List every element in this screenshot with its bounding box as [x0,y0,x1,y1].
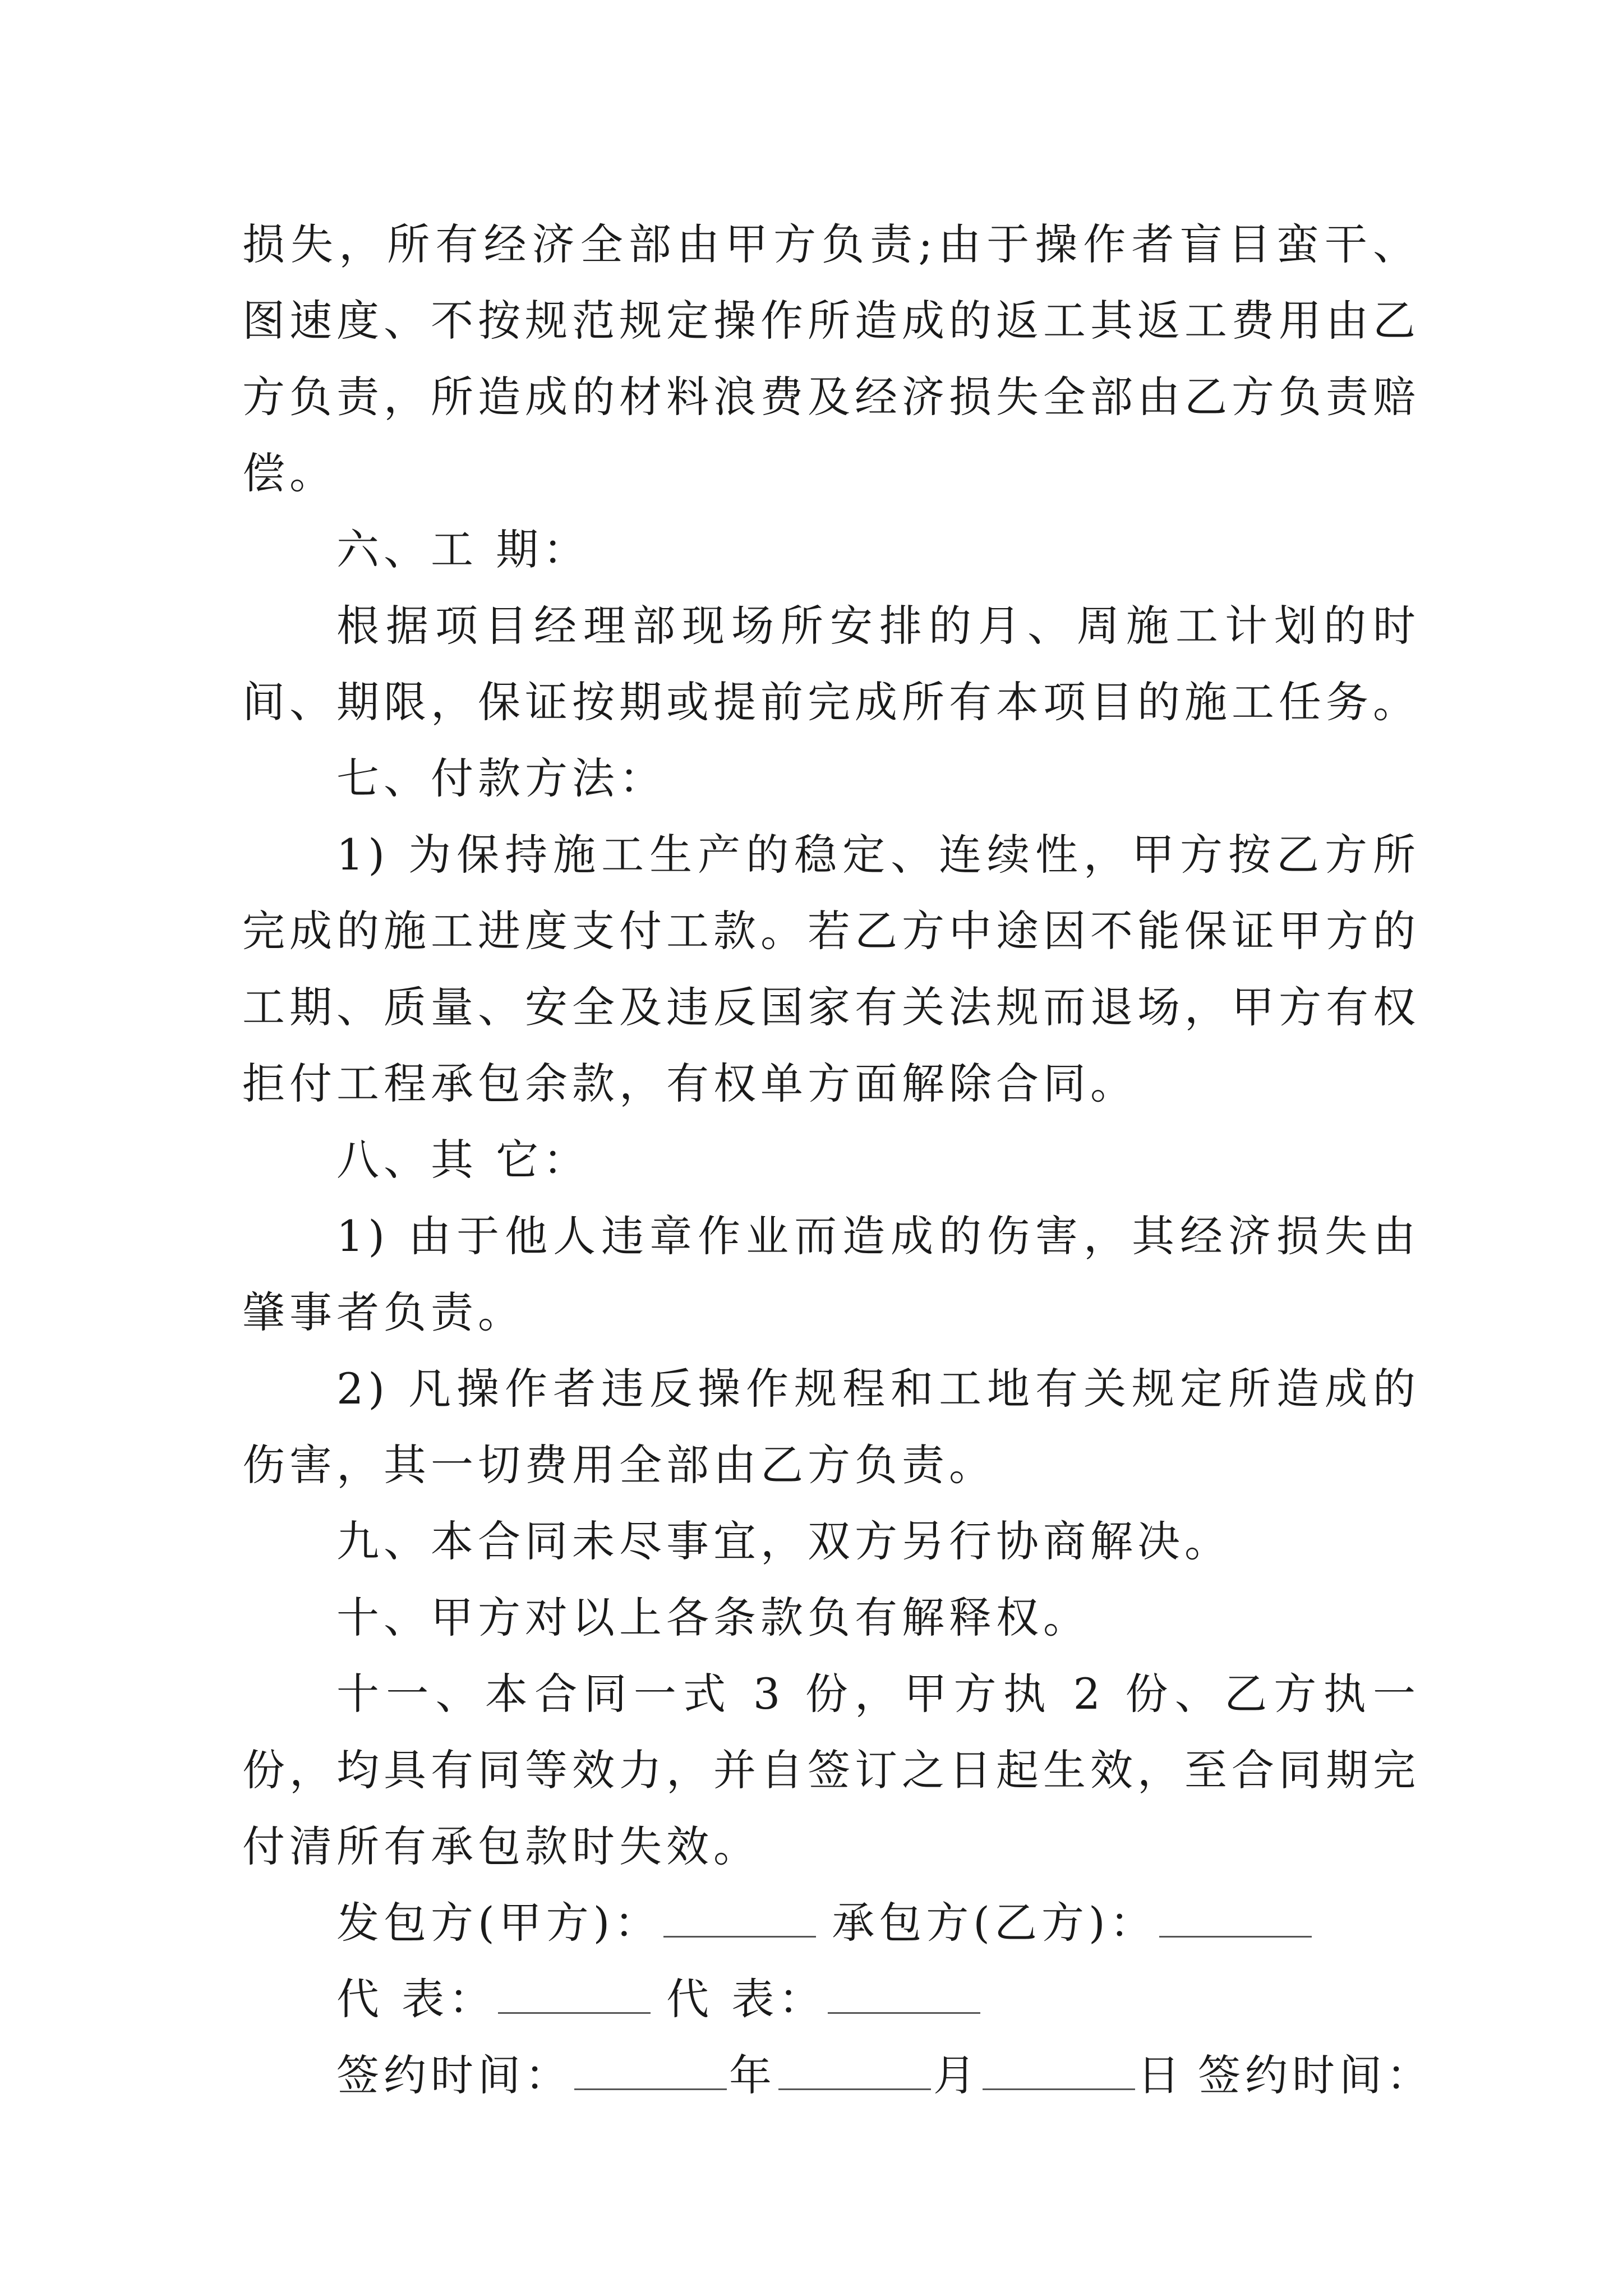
rep-a-label: 代 表： [336,1974,496,2024]
rep-b-label: 代 表： [666,1974,826,2024]
rep-a-blank [498,1978,651,2014]
contract-body [242,206,1433,2114]
month-blank [778,2055,931,2090]
party-a-blank [663,1902,816,1938]
paragraph-other-1: 1) 由于他人违章作业而造成的伤害，其经济损失由肇事者负责。 [242,1211,1420,1337]
signature-parties-line [242,1885,1420,1961]
paragraph-loss-liability: 损失，所有经济全部由甲方负责;由于操作者盲目蛮干、图速度、不按规范规定操作所造成的返工其返工费用由乙方负责，所造成的材料浪费及经济损失全部由乙方负责赔偿。 [242,219,1420,498]
month-label: 月 [933,2050,980,2100]
paragraph-payment-1: 1) 为保持施工生产的稳定、连续性，甲方按乙方所完成的施工进度支付工款。若乙方中途因不能保证甲方的工期、质量、安全及违反国家有关法规而退场，甲方有权拒付工程承包余款，有权单方面解除合同。 [242,830,1420,1108]
paragraph-schedule: 根据项目经理部现场所安排的月、周施工计划的时间、期限，保证按期或提前完成所有本项目的施工任务。 [242,601,1420,727]
party-b-label: 承包方(乙方)： [832,1898,1157,1948]
signature-date-line [242,2037,1433,2114]
paragraph-clause-10: 十、甲方对以上各条款负有解释权。 [336,1593,1090,1642]
sign-time-label: 签约时间： [336,2050,572,2100]
paragraph-other-2: 2) 凡操作者违反操作规程和工地有关规定所造成的伤害，其一切费用全部由乙方负责。 [242,1364,1420,1490]
party-a-label: 发包方(甲方)： [336,1898,662,1948]
paragraph-clause-11: 十一、本合同一式 3 份，甲方执 2 份、乙方执一份，均具有同等效力，并自签订之日起生效，至合同期完付清所有承包款时失效。 [242,1669,1420,1871]
section-heading-schedule: 六、工 期： [336,524,591,574]
section-heading-payment: 七、付款方法： [336,753,666,803]
day-label: 日 [1137,2050,1184,2100]
sign-time-label-2: 签约时间： [1198,2050,1433,2100]
rep-b-blank [828,1978,980,2014]
section-heading-other: 八、其 它： [336,1135,591,1185]
year-label: 年 [729,2050,776,2100]
year-blank [574,2055,727,2090]
paragraph-clause-9: 九、本合同未尽事宜，双方另行协商解决。 [336,1516,1232,1566]
signature-representatives-line [242,1961,1420,2037]
day-blank [983,2055,1135,2090]
party-b-blank [1159,1902,1312,1938]
